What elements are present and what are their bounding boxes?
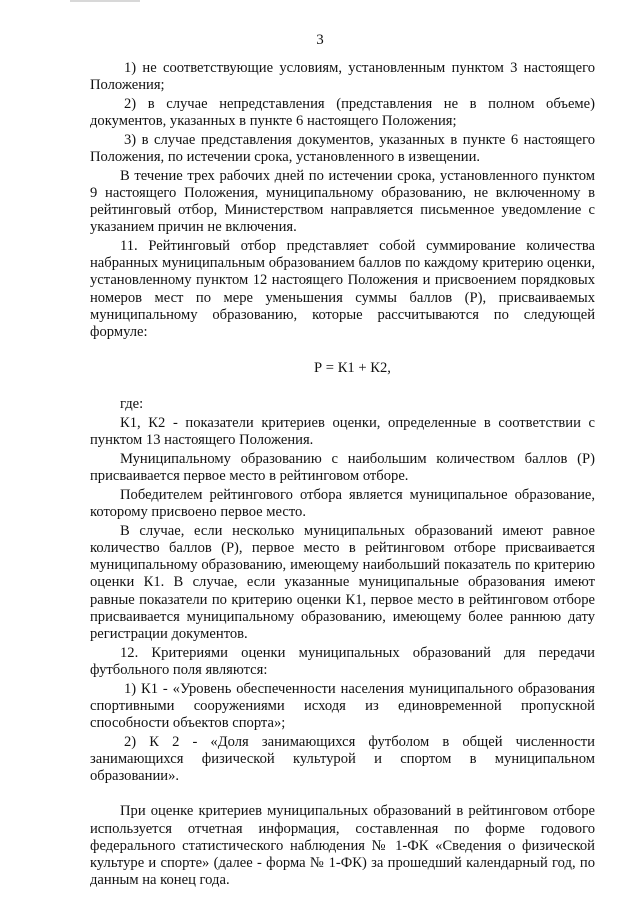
criteria-definition: К1, К2 - показатели критериев оценки, определенные в соответствии с пунктом 13 настоящего Положения. — [90, 415, 595, 449]
scan-edge-mark — [70, 0, 140, 2]
list-item-3: 3) в случае представления документов, указанных в пункте 6 настоящего Положения, по истечении срока, установленного в извещении. — [90, 131, 595, 166]
page-number: 3 — [316, 32, 324, 48]
clause-12-paragraph: 12. Критериями оценки муниципальных образований для передачи футбольного поля являются: — [90, 644, 595, 678]
clause-11-paragraph: 11. Рейтинговый отбор представляет собой суммирование количества набранных муниципальным образованием баллов по каждому критерию оценки, установленному пунктом 12 настоящего Положения и присвоением порядковых номеров мест по мере уменьшения суммы баллов (Р), присваиваемых муниципальному образованию, которые рассчитываются по следующей формуле: — [90, 238, 595, 341]
first-place-paragraph: Муниципальному образованию с наибольшим количеством баллов (Р) присваивается первое место в рейтинговом отборе. — [90, 451, 595, 485]
winner-paragraph: Победителем рейтингового отбора является муниципальное образование, которому присвоено первое место. — [90, 486, 595, 521]
tie-break-paragraph: В случае, если несколько муниципальных образований имеют равное количество баллов (Р), первое место в рейтинговом отборе присваивается муниципальному образованию, имеющему наибольший показатель по критерию оценки К1. В случае, если указанные муниципальные образования имеют равные показатели по критерию оценки К1, первое место в рейтинговом отборе присваивается муниципальному образованию, имеющему более раннюю дату регистрации документов. — [90, 522, 595, 643]
where-label: где: — [120, 396, 144, 413]
score-formula: Р = К1 + К2, — [314, 360, 391, 377]
criterion-k1: 1) К1 - «Уровень обеспеченности населения муниципального образования спортивными сооружениями исходя из единовременной пропускной способности объектов спорта»; — [90, 680, 595, 732]
list-item-1: 1) не соответствующие условиям, установленным пунктом 3 настоящего Положения; — [90, 60, 595, 94]
list-item-2: 2) в случае непредставления (представления не в полном объеме) документов, указанных в пункте 6 настоящего Положения; — [90, 95, 595, 130]
reporting-paragraph: При оценке критериев муниципальных образований в рейтинговом отборе используется отчетная информация, составленная по форме годового федерального статистического наблюдения № 1-ФК «Сведения о физической культуре и спорте» (далее - форма № 1-ФК) за прошедший календарный год, по данным на конец года. — [90, 803, 595, 889]
criterion-k2: 2) К 2 - «Доля занимающихся футболом в общей численности занимающихся физической культурой и спортом в муниципальном образовании». — [90, 733, 595, 785]
document-body — [90, 60, 595, 891]
notification-paragraph: В течение трех рабочих дней по истечении срока, установленного пунктом 9 настоящего Положения, муниципальному образованию, не включенному в рейтинговый отбор, Министерством направляется письменное уведомление с указанием причин не включения. — [90, 167, 595, 236]
